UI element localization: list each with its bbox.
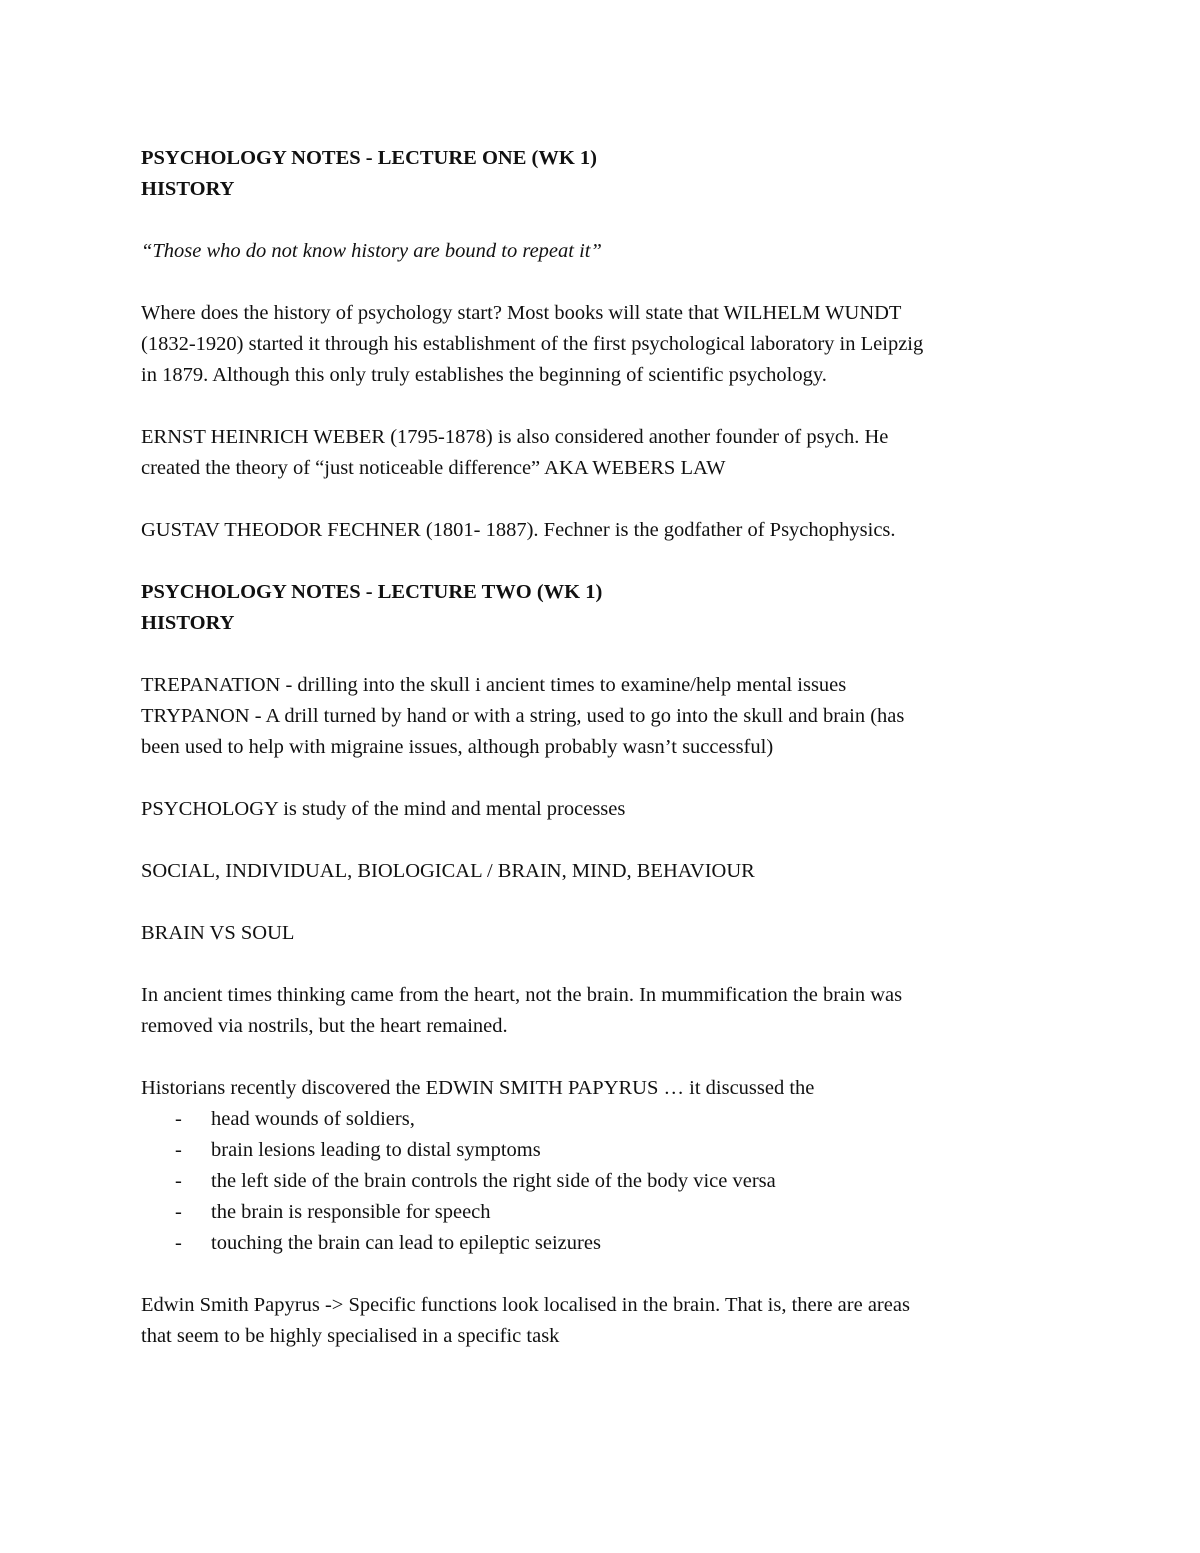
brain-vs-soul: BRAIN VS SOUL <box>141 922 295 944</box>
paragraph-line: ERNST HEINRICH WEBER (1795-1878) is also considered another founder of psych. He <box>141 426 889 448</box>
dash-bullet: - <box>175 1108 182 1130</box>
paragraph-line: that seem to be highly specialised in a specific task <box>141 1325 560 1347</box>
paragraph-line: TREPANATION - drilling into the skull i ancient times to examine/help mental issues <box>141 674 847 696</box>
paragraph-line: been used to help with migraine issues, although probably wasn’t successful) <box>141 736 774 758</box>
list-item-text: touching the brain can lead to epileptic seizures <box>211 1232 601 1254</box>
list-item <box>141 1197 1061 1228</box>
fechner-paragraph: GUSTAV THEODOR FECHNER (1801- 1887). Fechner is the godfather of Psychophysics. <box>141 519 896 541</box>
paragraph-line: TRYPANON - A drill turned by hand or with a string, used to go into the skull and brain (has <box>141 705 905 727</box>
lecture-two-subheading: HISTORY <box>141 612 235 634</box>
dash-bullet: - <box>175 1170 182 1192</box>
list-item <box>141 1104 1061 1135</box>
list-item-text: the brain is responsible for speech <box>211 1201 491 1223</box>
list-item-text: the left side of the brain controls the right side of the body vice versa <box>211 1170 776 1192</box>
spacer <box>141 1042 1061 1073</box>
levels-of-analysis: SOCIAL, INDIVIDUAL, BIOLOGICAL / BRAIN, MIND, BEHAVIOUR <box>141 860 755 882</box>
localisation-paragraph <box>141 1290 1061 1352</box>
lecture-one-subheading: HISTORY <box>141 178 235 200</box>
spacer <box>141 484 1061 515</box>
spacer <box>141 391 1061 422</box>
list-item-text: brain lesions leading to distal symptoms <box>211 1139 541 1161</box>
paragraph-line: Edwin Smith Papyrus -> Specific functions look localised in the brain. That is, there are areas <box>141 1294 910 1316</box>
lecture-one-heading: PSYCHOLOGY NOTES - LECTURE ONE (WK 1) <box>141 147 597 169</box>
papyrus-points-list <box>141 1104 1061 1259</box>
list-item <box>141 1228 1061 1259</box>
papyrus-intro: Historians recently discovered the EDWIN SMITH PAPYRUS … it discussed the <box>141 1077 815 1099</box>
psychology-definition: PSYCHOLOGY is study of the mind and mental processes <box>141 798 626 820</box>
spacer <box>141 887 1061 918</box>
document-body <box>141 143 1061 1352</box>
lecture-two-heading: PSYCHOLOGY NOTES - LECTURE TWO (WK 1) <box>141 581 603 603</box>
dash-bullet: - <box>175 1232 182 1254</box>
trepanation-paragraph <box>141 670 1061 763</box>
list-item <box>141 1135 1061 1166</box>
weber-paragraph <box>141 422 1061 484</box>
dash-bullet: - <box>175 1201 182 1223</box>
paragraph-line: removed via nostrils, but the heart remained. <box>141 1015 508 1037</box>
ancient-times-paragraph <box>141 980 1061 1042</box>
spacer <box>141 546 1061 577</box>
paragraph-line: (1832-1920) started it through his establishment of the first psychological laboratory in Leipzig <box>141 333 924 355</box>
dash-bullet: - <box>175 1139 182 1161</box>
list-item-text: head wounds of soldiers, <box>211 1108 415 1130</box>
paragraph-line: Where does the history of psychology start? Most books will state that WILHELM WUNDT <box>141 302 902 324</box>
history-quote: “Those who do not know history are bound to repeat it” <box>141 240 602 262</box>
spacer <box>141 763 1061 794</box>
wundt-paragraph <box>141 298 1061 391</box>
paragraph-line: in 1879. Although this only truly establishes the beginning of scientific psychology. <box>141 364 827 386</box>
paragraph-line: In ancient times thinking came from the heart, not the brain. In mummification the brain was <box>141 984 903 1006</box>
spacer <box>141 949 1061 980</box>
spacer <box>141 825 1061 856</box>
spacer <box>141 1259 1061 1290</box>
spacer <box>141 639 1061 670</box>
list-item <box>141 1166 1061 1197</box>
spacer <box>141 205 1061 236</box>
spacer <box>141 267 1061 298</box>
paragraph-line: created the theory of “just noticeable difference” AKA WEBERS LAW <box>141 457 726 479</box>
